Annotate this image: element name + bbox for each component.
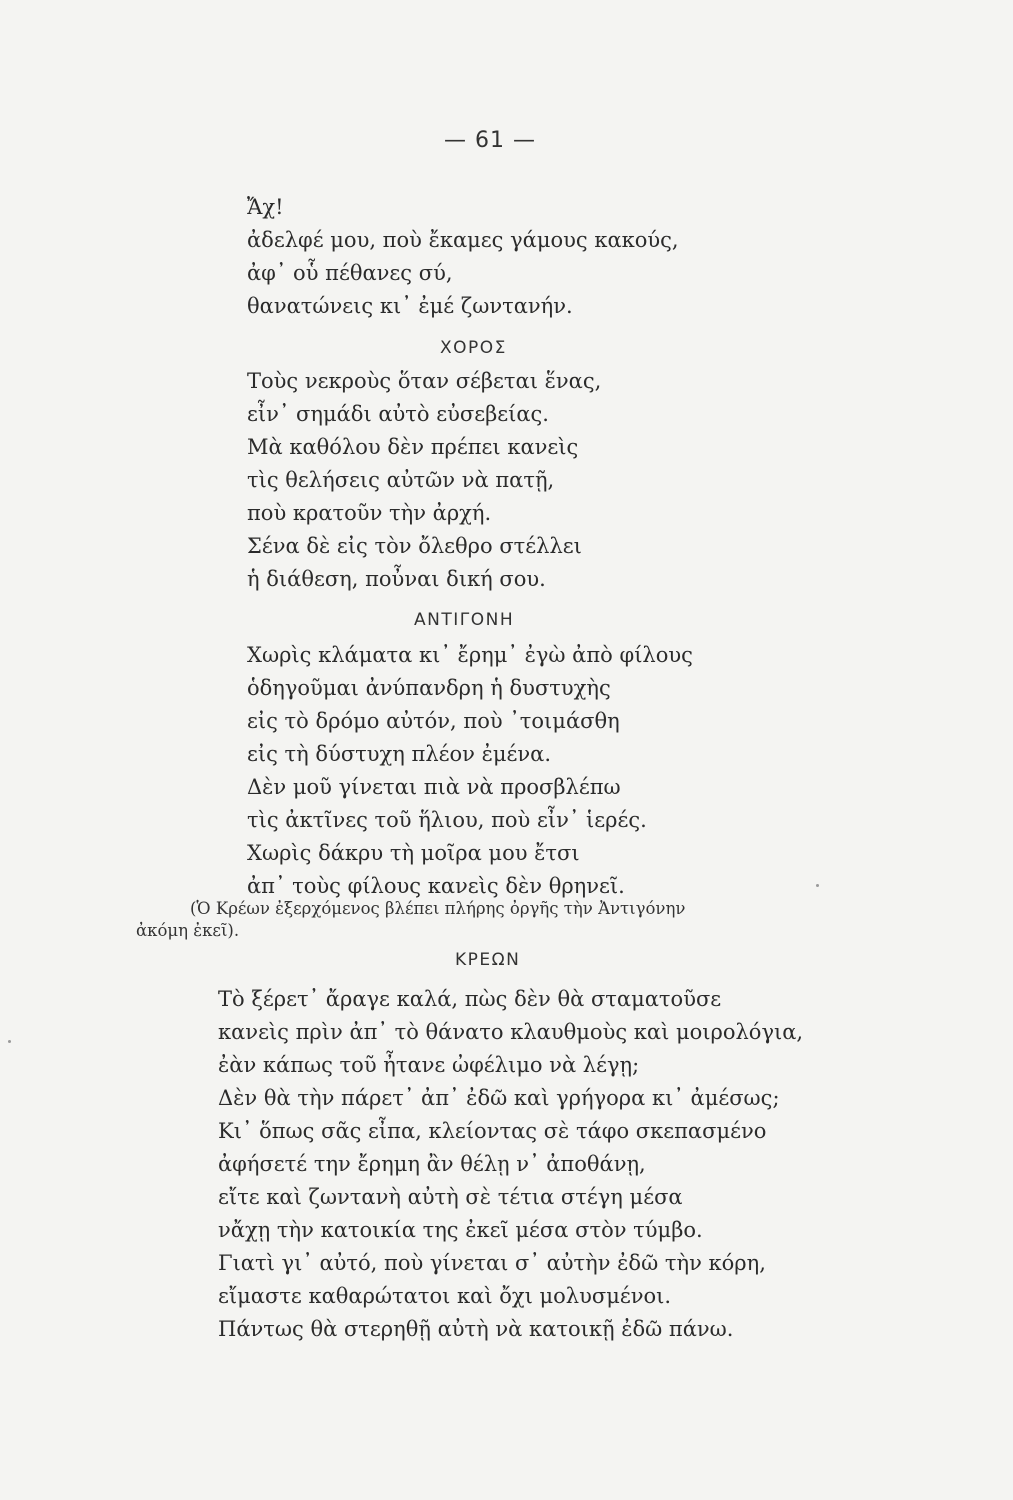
scan-speck [816, 884, 819, 887]
verse-line: Χωρὶς δάκρυ τὴ μοῖρα μου ἔτσι [247, 841, 580, 865]
verse-line: νἄχῃ τὴν κατοικία της ἐκεῖ μέσα στὸν τύμβο. [218, 1218, 703, 1242]
verse-line: Μὰ καθόλου δὲν πρέπει κανεὶς [247, 435, 579, 459]
verse-line: ἀπ᾿ τοὺς φίλους κανεὶς δὲν θρηνεῖ. [247, 874, 625, 898]
verse-line: τὶς θελήσεις αὐτῶν νὰ πατῇ, [247, 468, 555, 492]
speaker-name: ΚΡΕΩΝ [455, 950, 521, 970]
verse-line: θανατώνεις κι᾿ ἐμέ ζωντανήν. [247, 294, 573, 318]
page-number: — 61 — [444, 128, 536, 153]
verse-line: Σένα δὲ εἰς τὸν ὄλεθρο στέλλει [247, 534, 582, 558]
verse-line: Τοὺς νεκροὺς ὅταν σέβεται ἕνας, [247, 369, 602, 393]
verse-line: εἴμαστε καθαρώτατοι καὶ ὄχι μολυσμένοι. [218, 1284, 672, 1308]
verse-line: Τὸ ξέρετ᾿ ἄραγε καλά, πὼς δὲν θὰ σταματοῦσε [218, 987, 722, 1011]
verse-line: ἀδελφέ μου, ποὺ ἔκαμες γάμους κακούς, [247, 228, 679, 252]
verse-line: Ἄχ! [247, 195, 284, 219]
verse-line: εἰς τὴ δύστυχη πλέον ἐμένα. [247, 742, 552, 766]
speaker-name: ΑΝΤΙΓΟΝΗ [414, 610, 515, 630]
speaker-name: ΧΟΡΟΣ [440, 338, 507, 358]
verse-line: ἡ διάθεση, ποὖναι δική σου. [247, 567, 546, 591]
verse-line: εἶν᾿ σημάδι αὐτὸ εὐσεβείας. [247, 402, 549, 426]
verse-line: τὶς ἀκτῖνες τοῦ ἥλιου, ποὺ εἶν᾿ ἱερές. [247, 808, 647, 832]
verse-line: ἀφήσετέ την ἔρημη ἂν θέλῃ ν᾿ ἀποθάνῃ, [218, 1152, 646, 1176]
stage-direction-line: (Ὁ Κρέων ἐξερχόμενος βλέπει πλήρης ὀργῆς τὴν Ἀντιγόνην [190, 899, 686, 918]
verse-line: Δὲν μοῦ γίνεται πιὰ νὰ προσβλέπω [247, 775, 621, 799]
scan-speck [8, 1040, 11, 1043]
verse-line: Δὲν θὰ τὴν πάρετ᾿ ἀπ᾿ ἐδῶ καὶ γρήγορα κι᾿ ἀμέσως; [218, 1086, 780, 1110]
verse-line: ὁδηγοῦμαι ἀνύπανδρη ἡ δυστυχὴς [247, 676, 611, 700]
verse-line: εἴτε καὶ ζωντανὴ αὐτὴ σὲ τέτια στέγη μέσα [218, 1185, 683, 1209]
verse-line: Χωρὶς κλάματα κι᾿ ἔρημ᾿ ἐγὼ ἀπὸ φίλους [247, 643, 693, 667]
verse-line: εἰς τὸ δρόμο αὐτόν, ποὺ ᾿τοιμάσθη [247, 709, 620, 733]
verse-line: ποὺ κρατοῦν τὴν ἀρχή. [247, 501, 492, 525]
verse-line: Γιατὶ γι᾿ αὐτό, ποὺ γίνεται σ᾿ αὐτὴν ἐδῶ τὴν κόρη, [218, 1251, 766, 1275]
verse-line: Κι᾿ ὅπως σᾶς εἶπα, κλείοντας σὲ τάφο σκεπασμένο [218, 1119, 767, 1143]
stage-direction-line: ἀκόμη ἐκεῖ). [136, 921, 240, 940]
verse-line: ἐὰν κάπως τοῦ ἦτανε ὠφέλιμο νὰ λέγῃ; [218, 1053, 640, 1077]
verse-line: Πάντως θὰ στερηθῇ αὐτὴ νὰ κατοικῇ ἐδῶ πάνω. [218, 1317, 734, 1341]
verse-line: κανεὶς πρὶν ἀπ᾿ τὸ θάνατο κλαυθμοὺς καὶ μοιρολόγια, [218, 1020, 804, 1044]
verse-line: ἀφ᾿ οὗ πέθανες σύ, [247, 261, 453, 285]
